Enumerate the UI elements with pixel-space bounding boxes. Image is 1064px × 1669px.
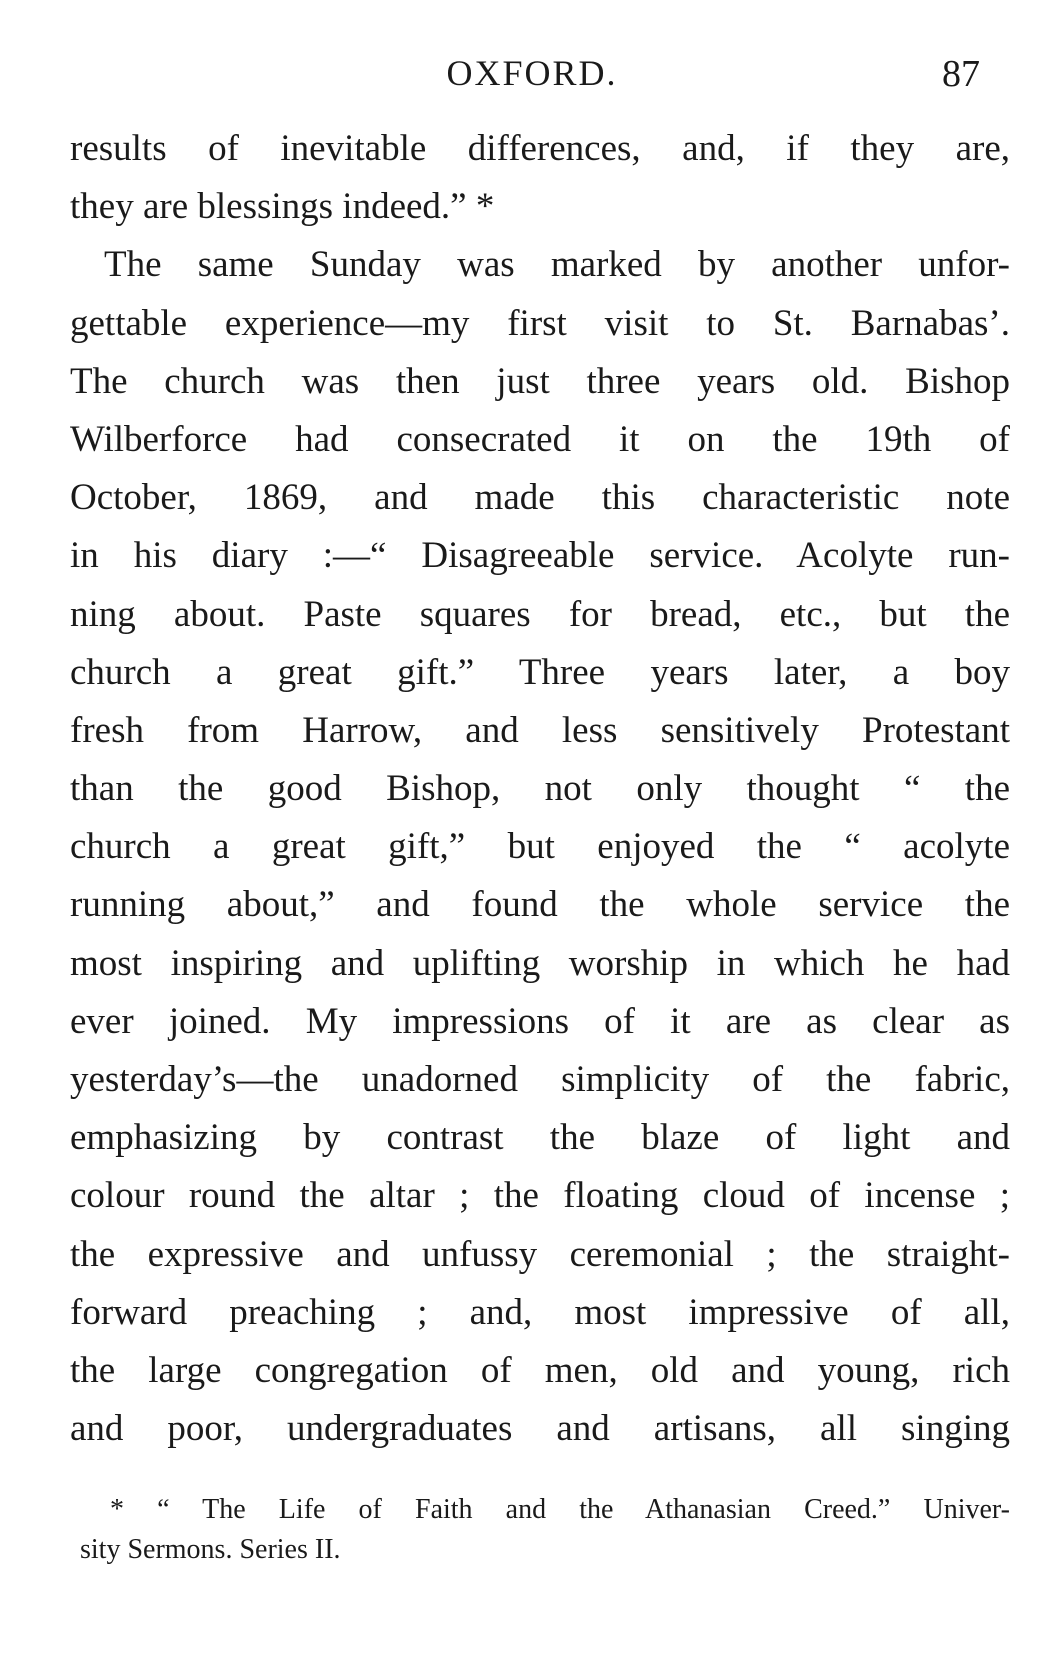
text-line: church a great gift.” Three years later, a boy	[70, 651, 1010, 693]
text-line: yesterday’s—the unadorned simplicity of the fabric,	[70, 1059, 1010, 1100]
body-text	[70, 120, 1010, 1458]
text-line: gettable experience—my first visit to St. Barnabas’.	[70, 302, 1010, 344]
text-line: in his diary :—“ Disagreeable service. Acolyte run-	[70, 535, 1010, 577]
text-line: and poor, undergraduates and artisans, all singing	[70, 1408, 1010, 1450]
text-line: forward preaching ; and, most impressive of all,	[70, 1291, 1010, 1333]
footnote-line: * “ The Life of Faith and the Athanasian Creed.” Univer-	[110, 1494, 1010, 1525]
text-line: the large congregation of men, old and young, rich	[70, 1349, 1010, 1391]
text-line: most inspiring and uplifting worship in which he had	[70, 942, 1010, 984]
text-line: colour round the altar ; the floating cloud of incense ;	[70, 1175, 1010, 1217]
text-line: emphasizing by contrast the blaze of light and	[70, 1117, 1010, 1159]
text-line: running about,” and found the whole service the	[70, 884, 1010, 926]
text-line: church a great gift,” but enjoyed the “ acolyte	[70, 826, 1010, 868]
running-head	[0, 52, 1064, 102]
text-line: results of inevitable differences, and, if they are,	[70, 128, 1010, 169]
text-line: The same Sunday was marked by another unfor-	[104, 244, 1010, 286]
footnote-line: sity Sermons. Series II.	[80, 1534, 341, 1565]
running-title: OXFORD.	[446, 53, 618, 93]
text-line: ning about. Paste squares for bread, etc., but the	[70, 593, 1010, 635]
text-line: October, 1869, and made this characteristic note	[70, 477, 1010, 519]
text-line: than the good Bishop, not only thought “ the	[70, 768, 1010, 810]
text-line: The church was then just three years old. Bishop	[70, 360, 1010, 402]
text-line: fresh from Harrow, and less sensitively Protestant	[70, 709, 1010, 751]
text-line: Wilberforce had consecrated it on the 19th of	[70, 418, 1010, 460]
text-line: the expressive and unfussy ceremonial ; the straight-	[70, 1233, 1010, 1275]
text-line: ever joined. My impressions of it are as clear as	[70, 1000, 1010, 1042]
footnote	[80, 1490, 1010, 1570]
text-line: they are blessings indeed.” *	[70, 186, 495, 228]
page-number: 87	[942, 53, 980, 95]
